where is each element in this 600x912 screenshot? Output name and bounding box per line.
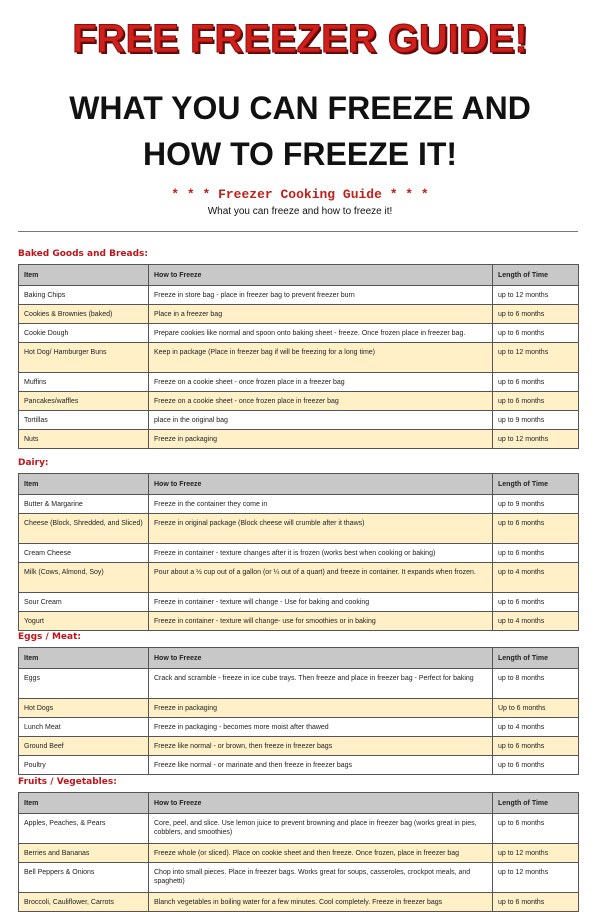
table-row [19, 863, 579, 893]
cell-how: Freeze whole (or sliced). Place on cookie sheet and then freeze. Once frozen, place in freezer bag [149, 844, 493, 863]
cell-item: Butter & Margarine [19, 495, 149, 514]
table-header-row [19, 474, 579, 495]
cell-item: Broccoli, Cauliflower, Carrots [19, 893, 149, 912]
column-header: How to Freeze [149, 265, 493, 286]
cell-item: Pancakes/waffles [19, 392, 149, 411]
cell-how: Blanch vegetables in boiling water for a few minutes. Cool completely. Freeze in freezer bags [149, 893, 493, 912]
cell-how: Pour about a ½ cup out of a gallon (or ¼ out of a quart) and freeze in container. It expands when frozen. [149, 563, 493, 593]
cell-item: Hot Dogs [19, 699, 149, 718]
cell-how: Freeze on a cookie sheet - once frozen place in freezer bag [149, 392, 493, 411]
table-row [19, 718, 579, 737]
cell-how: place in the original bag [149, 411, 493, 430]
column-header: Length of Time [493, 265, 579, 286]
section-heading: Eggs / Meat: [18, 632, 81, 642]
cell-item: Baking Chips [19, 286, 149, 305]
cell-item: Milk (Cows, Almond, Soy) [19, 563, 149, 593]
table-row [19, 430, 579, 449]
cell-how: Freeze in packaging [149, 430, 493, 449]
table-row [19, 324, 579, 343]
column-header: Length of Time [493, 648, 579, 669]
table-row [19, 305, 579, 324]
freezer-table [18, 647, 579, 775]
cell-how: Keep in package (Place in freezer bag if will be freezing for a long time) [149, 343, 493, 373]
table-row [19, 669, 579, 699]
table-row [19, 286, 579, 305]
table-row [19, 737, 579, 756]
column-header: Item [19, 474, 149, 495]
cell-item: Poultry [19, 756, 149, 775]
cell-time: up to 6 months [493, 756, 579, 775]
column-header: Length of Time [493, 474, 579, 495]
cell-how: Freeze like normal - or brown, then freeze in freezer bags [149, 737, 493, 756]
cell-time: up to 4 months [493, 718, 579, 737]
cell-item: Apples, Peaches, & Pears [19, 814, 149, 844]
table-header-row [19, 265, 579, 286]
column-header: Item [19, 793, 149, 814]
section-heading: Dairy: [18, 458, 49, 468]
divider [18, 231, 578, 232]
section-heading: Baked Goods and Breads: [18, 249, 148, 259]
cell-item: Hot Dog/ Hamburger Buns [19, 343, 149, 373]
cell-time: up to 12 months [493, 286, 579, 305]
cell-time: up to 12 months [493, 343, 579, 373]
cell-item: Bell Peppers & Onions [19, 863, 149, 893]
column-header: Length of Time [493, 793, 579, 814]
column-header: Item [19, 648, 149, 669]
cell-time: up to 4 months [493, 612, 579, 631]
cell-item: Eggs [19, 669, 149, 699]
cell-time: up to 9 months [493, 411, 579, 430]
cell-time: up to 6 months [493, 514, 579, 544]
cell-item: Cookies & Brownies (baked) [19, 305, 149, 324]
cell-time: up to 12 months [493, 430, 579, 449]
cell-time: up to 6 months [493, 324, 579, 343]
cell-time: up to 6 months [493, 893, 579, 912]
cell-time: up to 6 months [493, 593, 579, 612]
cell-how: Freeze in packaging [149, 699, 493, 718]
subtitle-line-1: WHAT YOU CAN FREEZE AND [69, 90, 531, 126]
cell-item: Muffins [19, 373, 149, 392]
cell-time: up to 4 months [493, 563, 579, 593]
table-row [19, 893, 579, 912]
table-header-row [19, 793, 579, 814]
cell-how: Freeze on a cookie sheet - once frozen place in a freezer bag [149, 373, 493, 392]
guide-subtitle: What you can freeze and how to freeze it! [207, 206, 393, 217]
cell-item: Cookie Dough [19, 324, 149, 343]
cell-item: Cheese (Block, Shredded, and Sliced) [19, 514, 149, 544]
cell-item: Sour Cream [19, 593, 149, 612]
cell-time: up to 8 months [493, 669, 579, 699]
cell-item: Cream Cheese [19, 544, 149, 563]
cell-time: up to 6 months [493, 373, 579, 392]
column-header: How to Freeze [149, 474, 493, 495]
cell-time: up to 12 months [493, 863, 579, 893]
cell-how: Core, peel, and slice. Use lemon juice to prevent browning and place in freezer bag (works great in pies, cobblers, and smoothies) [149, 814, 493, 844]
cell-time: up to 6 months [493, 305, 579, 324]
cell-time: up to 6 months [493, 392, 579, 411]
table-row [19, 699, 579, 718]
table-row [19, 544, 579, 563]
table-row [19, 844, 579, 863]
table-row [19, 373, 579, 392]
table-row [19, 392, 579, 411]
table-header-row [19, 648, 579, 669]
cell-time: up to 9 months [493, 495, 579, 514]
table-row [19, 495, 579, 514]
table-row [19, 343, 579, 373]
cell-how: Crack and scramble - freeze in ice cube trays. Then freeze and place in freezer bag - Perfect for baking [149, 669, 493, 699]
cell-how: Freeze in container - texture will change - Use for baking and cooking [149, 593, 493, 612]
column-header: Item [19, 265, 149, 286]
cell-how: Freeze in container - texture will change- use for smoothies or in baking [149, 612, 493, 631]
table-row [19, 563, 579, 593]
cell-how: Place in a freezer bag [149, 305, 493, 324]
cell-time: Up to 6 months [493, 699, 579, 718]
cell-how: Freeze in store bag - place in freezer bag to prevent freezer burn [149, 286, 493, 305]
cell-item: Nuts [19, 430, 149, 449]
cell-item: Tortillas [19, 411, 149, 430]
cell-how: Chop into small pieces. Place in freezer bags. Works great for soups, casseroles, crockpot meals, and spaghetti) [149, 863, 493, 893]
table-row [19, 612, 579, 631]
table-row [19, 514, 579, 544]
column-header: How to Freeze [149, 793, 493, 814]
table-row [19, 411, 579, 430]
subtitle-line-2: HOW TO FREEZE IT! [142, 136, 458, 172]
freezer-table [18, 792, 579, 912]
cell-time: up to 6 months [493, 737, 579, 756]
cell-time: up to 6 months [493, 814, 579, 844]
cell-how: Freeze like normal - or marinate and then freeze in freezer bags [149, 756, 493, 775]
guide-title: * * * Freezer Cooking Guide * * * [171, 187, 429, 202]
cell-time: up to 6 months [493, 544, 579, 563]
column-header: How to Freeze [149, 648, 493, 669]
table-row [19, 593, 579, 612]
cell-how: Freeze in original package (Block cheese will crumble after it thaws) [149, 514, 493, 544]
cell-item: Yogurt [19, 612, 149, 631]
freezer-table [18, 264, 579, 449]
cell-how: Prepare cookies like normal and spoon onto baking sheet - freeze. Once frozen place in freezer bag. [149, 324, 493, 343]
table-row [19, 814, 579, 844]
cell-how: Freeze in packaging - becomes more moist after thawed [149, 718, 493, 737]
table-row [19, 756, 579, 775]
cell-how: Freeze in the container they come in [149, 495, 493, 514]
cell-item: Lunch Meat [19, 718, 149, 737]
cell-how: Freeze in container - texture changes after it is frozen (works best when cooking or baking) [149, 544, 493, 563]
freezer-table [18, 473, 579, 631]
section-heading: Fruits / Vegetables: [18, 777, 117, 787]
page-title: FREE FREEZER GUIDE! [72, 17, 528, 61]
cell-time: up to 12 months [493, 844, 579, 863]
cell-item: Ground Beef [19, 737, 149, 756]
cell-item: Berries and Bananas [19, 844, 149, 863]
